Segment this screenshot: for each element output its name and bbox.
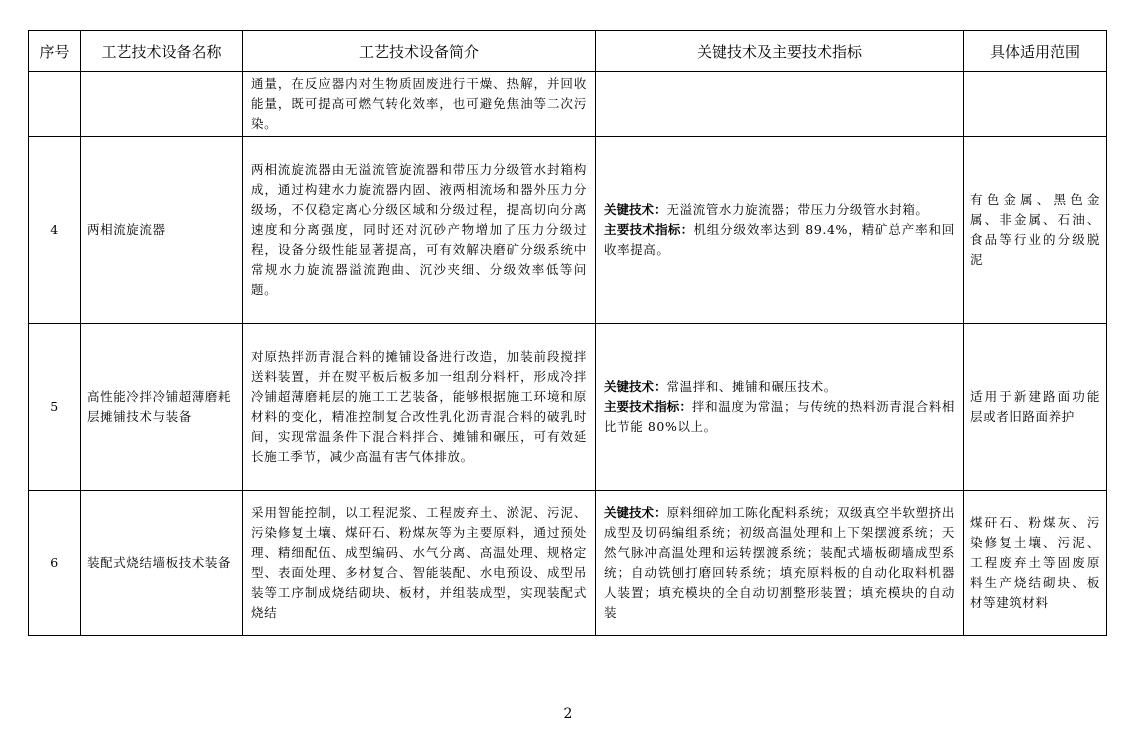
key-text: 无溢流管水力旋流器；带压力分级管水封箱。 [666, 202, 929, 217]
page-number: 2 [563, 706, 573, 722]
metric-block [604, 220, 955, 260]
table-row [29, 137, 1107, 324]
key-label: 关键技术： [604, 379, 667, 394]
description-text: 采用智能控制，以工程泥浆、工程废弃土、淤泥、污泥、污染修复土壤、煤矸石、粉煤灰等为主要原料，通过预处理、精细配伍、成型编码、水气分离、高温处理、规格定型、表面处理、多材复合、智能装配、水电预设、成型吊装等工序制成烧结砌块、板材，并组装成型，实现装配式烧结 [251, 505, 587, 620]
key-technology-block [604, 377, 955, 397]
row-equipment-name: 两相流旋流器 [81, 137, 243, 324]
row-number: 4 [29, 137, 81, 324]
metric-block [604, 397, 955, 437]
row-description [243, 491, 596, 636]
row-scope: 适用于新建路面功能层或者旧路面养护 [964, 324, 1107, 491]
table-header-row [29, 31, 1107, 72]
description-text: 对原热拌沥青混合料的摊铺设备进行改造，加装前段搅拌送料装置，并在熨平板后板多加一组刮分料杆，形成冷拌冷铺超薄磨耗层的施工工艺装备，能够根据施工环境和原材料的变化，精准控制复合改性乳化沥青混合料的破乳时间，实现常温条件下混合料拌合、摊铺和碾压，可有效延长施工季节，减少高温有害气体排放。 [251, 349, 587, 464]
row-description [243, 72, 596, 137]
row-key-technology [596, 491, 964, 636]
key-text: 原料细碎加工陈化配料系统；双级真空半软塑挤出成型及切码编组系统；初级高温处理和上下架摆渡系统；天然气脉冲高温处理和运转摆渡系统；装配式墙板砌墙成型系统；自动铣刨打磨回转系统；填充原料板的自动化取料机器人装置；填充模块的全自动切割整形装置；填充模块的自动装 [604, 505, 955, 620]
row-scope: 煤矸石、粉煤灰、污染修复土壤、污泥、工程废弃土等固废原料生产烧结砌块、板材等建筑材料 [964, 491, 1107, 636]
equipment-table [28, 30, 1107, 636]
key-label: 关键技术： [604, 505, 667, 520]
description-text: 通量，在反应器内对生物质固废进行干燥、热解，并回收能量，既可提高可燃气转化效率，也可避免焦油等二次污染。 [251, 76, 587, 131]
header-number: 序号 [29, 31, 81, 72]
table-row [29, 324, 1107, 491]
row-number: 5 [29, 324, 81, 491]
row-description [243, 137, 596, 324]
header-equipment-name: 工艺技术设备名称 [81, 31, 243, 72]
row-equipment-name: 高性能冷拌冷铺超薄磨耗层摊铺技术与装备 [81, 324, 243, 491]
header-equipment-intro: 工艺技术设备简介 [243, 31, 596, 72]
header-key-technology: 关键技术及主要技术指标 [596, 31, 964, 72]
metric-text: 机组分级效率达到 89.4%，精矿总产率和回收率提高。 [604, 222, 955, 257]
row-scope: 有色金属、黑色金属、非金属、石油、食品等行业的分级脱泥 [964, 137, 1107, 324]
row-description [243, 324, 596, 491]
key-label: 关键技术： [604, 202, 667, 217]
key-text: 常温拌和、摊铺和碾压技术。 [666, 379, 837, 394]
header-scope: 具体适用范围 [964, 31, 1107, 72]
metric-label: 主要技术指标： [604, 222, 694, 237]
row-number [29, 72, 81, 137]
row-equipment-name: 装配式烧结墙板技术装备 [81, 491, 243, 636]
table-row [29, 491, 1107, 636]
row-key-technology [596, 137, 964, 324]
table-row [29, 72, 1107, 137]
description-text: 两相流旋流器由无溢流管旋流器和带压力分级管水封箱构成，通过构建水力旋流器内固、液两相流场和器外压力分级场，不仅稳定离心分级区域和分级过程，提高切向分离速度和分离强度，同时还对沉砂产物增加了压力分级过程，设备分级性能显著提高，可有效解决磨矿分级系统中常规水力旋流器溢流跑曲、沉沙夹细、分级效率低等问题。 [251, 162, 587, 297]
row-key-technology [596, 324, 964, 491]
row-number: 6 [29, 491, 81, 636]
metric-label: 主要技术指标： [604, 399, 692, 414]
row-key-technology [596, 72, 964, 137]
metric-text: 拌和温度为常温；与传统的热料沥青混合料相比节能 80%以上。 [604, 399, 955, 434]
row-scope [964, 72, 1107, 137]
key-technology-block [604, 200, 955, 220]
row-equipment-name [81, 72, 243, 137]
